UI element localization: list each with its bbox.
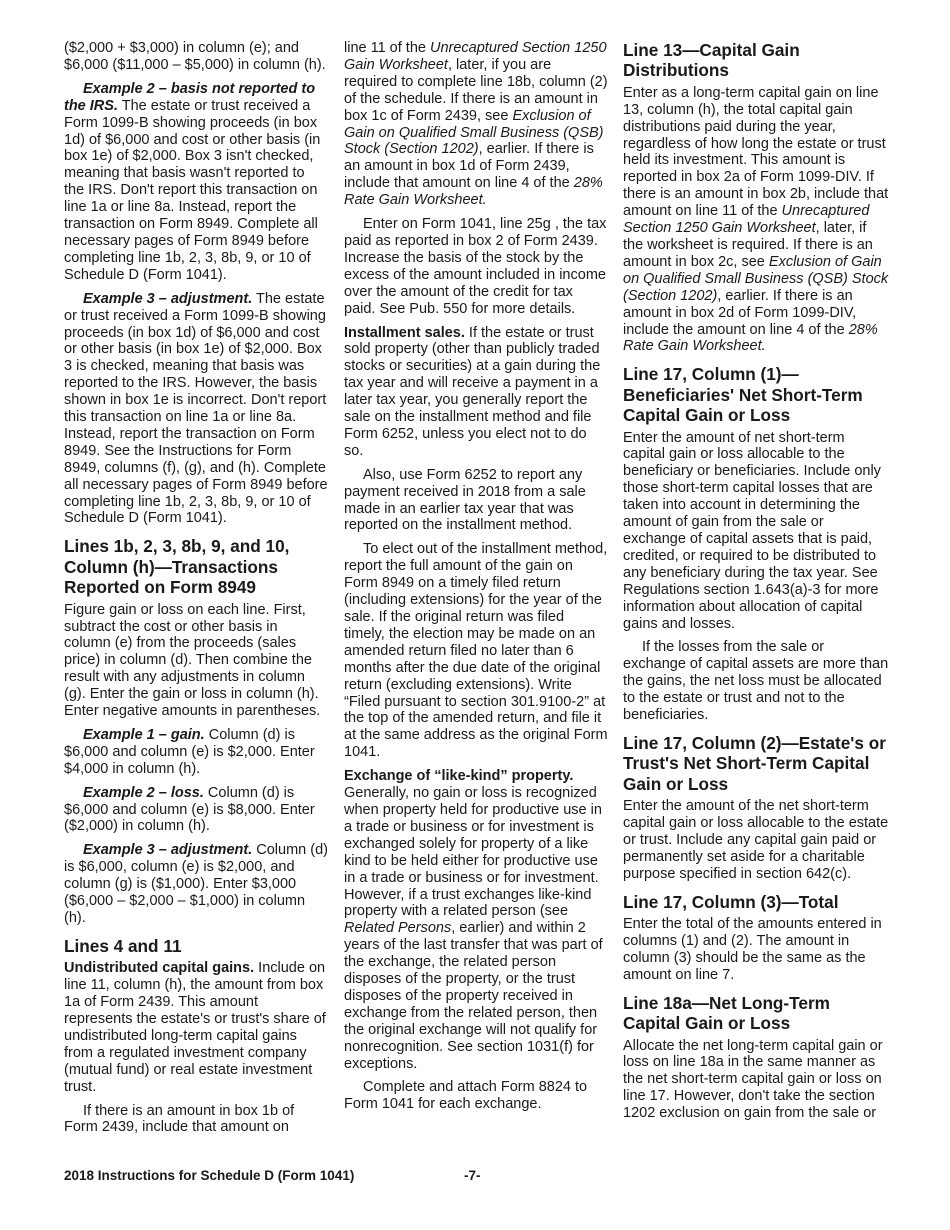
line-17-column-2-paragraph: Enter the amount of the net short-term capital gain or loss allocable to the estate or trust. Include any capital gain paid or permanently set aside for a charitable purpose specified in section 642(c). [623,798,889,882]
example-2-basis-text: The estate or trust received a Form 1099-B showing proceeds (in box 1d) of $6,000 and cost or other basis (in box 1e) of $2,000. Box 3 isn't checked, meaning that basis wasn't reported to the IRS. Don't report this transaction on line 1a or line 8a. Instead, report the transaction on Form 8949. Complete all necessary pages of Form 8949 before completing line 1b, 2, 3, 8b, 9, or 10 of Schedule D (Form 1041). [64,97,321,283]
column-right [623,40,889,1129]
heading-line-13: Line 13—Capital Gain Distributions [623,40,800,81]
example-1-gain-paragraph [64,727,328,778]
like-kind-paragraph [344,768,608,1072]
qsb-exclusion-reference: Exclusion of Gain on Qualified Small Business (QSB) Stock (Section 1202) [623,253,889,304]
example-2-loss-text: Column (d) is $6,000 and column (e) is $8,000. Enter ($2,000) in column (h). [64,784,315,835]
text-run: , earlier) and within 2 years of the last transfer that was part of the exchange, the related person disposes of the property, or the trust disposes of the property received in exchange from the related person, then the original exchange will not qualify for nonrecognition. See section 1031(f) for exceptions. [344,920,603,1072]
related-persons-reference: Related Persons [344,920,452,937]
column-left [64,40,328,1143]
rate-gain-worksheet-reference: 28% Rate Gain Worksheet. [344,175,603,209]
example-1-gain-text: Column (d) is $6,000 and column (e) is $2,000. Enter $4,000 in column (h). [64,726,315,777]
example-2-loss-paragraph [64,785,328,836]
column-middle [344,40,608,1113]
heading-line-17-column-2: Line 17, Column (2)—Estate's or Trust's Net Short-Term Capital Gain or Loss [623,732,886,794]
undistributed-gains-text: Include on line 11, column (h), the amount from box 1a of Form 2439. This amount represents the estate's or trust's share of undistributed long-term capital gains from a regulated investment company (mutual fund) or real estate investment trust. [64,960,326,1095]
rate-gain-worksheet-reference: 28% Rate Gain Worksheet. [623,321,878,355]
form-1041-line-25g-paragraph: Enter on Form 1041, line 25g , the tax paid as reported in box 2 of Form 2439. Increase the basis of the stock by the excess of the amount included in income over the amount of the credit for tax paid. See Pub. 550 for more details. [344,216,607,317]
worksheet-reference: Unrecaptured Section 1250 Gain Worksheet [344,40,607,73]
text-run: , earlier. If there is an amount in box 1d of Form 2439, include that amount on line 4 of the [344,141,594,192]
text-run: , later, if you are required to complete line 18b, column (2) of the schedule. If there is an amount in box 1c of Form 2439, see [344,56,608,124]
box-1b-paragraph: If there is an amount in box 1b of Form 2439, include that amount on [64,1102,295,1136]
example-3-adjustment-b-lead: Example 3 – adjustment. [83,842,253,859]
figure-gain-paragraph: Figure gain or loss on each line. First, subtract the cost or other basis in column (e) from the proceeds (sales price) in column (d). Then combine the result with any adjustments in column (g). Enter the gain or loss in column (h). Enter negative amounts in parentheses. [64,601,321,720]
form-8824-paragraph: Complete and attach Form 8824 to Form 1041 for each exchange. [344,1079,588,1113]
example-1-gain-lead: Example 1 – gain. [83,726,205,743]
like-kind-lead: Exchange of “like-kind” property. [344,768,574,785]
text-run: line 11 of the [344,40,430,56]
text-run: , earlier. If there is an amount in box 2d of Form 1099-DIV, include the amount on line 4 of the [623,287,857,338]
line-13-paragraph [623,85,889,356]
qsb-exclusion-reference: Exclusion of Gain on Qualified Small Business (QSB) Stock (Section 1202) [344,107,604,158]
example-3-adjustment-b-text: Column (d) is $6,000, column (e) is $2,000, and column (g) is ($1,000). Enter $3,000 ($6,000 – $2,000 – $1,000) in column (h). [64,842,328,926]
form-6252-paragraph: Also, use Form 6252 to report any payment received in 2018 from a sale made in an earlier tax year that was reported on the installment method. [344,466,586,534]
example-2-basis-lead: Example 2 – basis not reported to the IRS. [64,80,316,114]
text-run: Enter as a long-term capital gain on line 13, column (h), the total capital gain distributions paid during the year, regardless of how long the estate or trust held its investment. This amount is reported in box 2a of Form 1099-DIV. If there is an amount in box 2b, include that amount on line 11 of the [623,84,889,220]
text-run: Generally, no gain or loss is recognized when property held for productive use in a trade or business or for investment is exchanged solely for property of a like kind to be held either for productive use in a trade or business or for investment. However, if a trust exchanges like-kind property with a related person (see [344,785,602,920]
example-3-adjustment-lead: Example 3 – adjustment. [83,290,253,307]
net-loss-allocation-paragraph: If the losses from the sale or exchange of capital assets are more than the gains, the net loss must be allocated to the estate or trust and not to the beneficiaries. [623,639,889,724]
heading-line-17-column-1: Line 17, Column (1)—Beneficiaries' Net Short-Term Capital Gain or Loss [623,364,863,426]
heading-line-17-column-3: Line 17, Column (3)—Total [623,891,839,912]
paragraph-continued: ($2,000 + $3,000) in column (e); and $6,000 ($11,000 – $5,000) in column (h). [64,40,326,73]
worksheet-reference: Unrecaptured Section 1250 Gain Worksheet [623,203,870,237]
line-11-continued-paragraph [344,40,608,209]
example-2-loss-lead: Example 2 – loss. [83,784,204,801]
elect-out-paragraph: To elect out of the installment method, report the full amount of the gain on Form 8949 on a timely filed return (including extensions) for the year of the sale. If the original return was filed timely, the election may be made on an amended return filed no later than 6 months after the due date of the original return (excluding extensions). Write “Filed pursuant to section 301.9100-2” at the top of the amended return, and file it at the same address as the original Form 1041. [344,541,608,761]
heading-lines-1b-column-h: Lines 1b, 2, 3, 8b, 9, and 10, Column (h)—Transactions Reported on Form 8949 [64,536,290,598]
line-17-column-1-paragraph: Enter the amount of net short-term capital gain or loss allocable to the beneficiary or beneficiaries. Include only those short-term capital losses that are taken into account in determining the amount of gain from the sale or exchange of capital assets that is paid, credited, or required to be distributed to any beneficiary during the tax year. See Regulations section 1.643(a)-3 for more information about allocation of capital gains and losses. [623,429,881,632]
line-17-column-3-paragraph: Enter the total of the amounts entered in columns (1) and (2). The amount in column (3) should be the same as the amount on line 7. [623,916,882,983]
example-3-adjustment-b-paragraph [64,842,328,927]
undistributed-gains-lead: Undistributed capital gains. [64,960,255,977]
example-3-adjustment-text: The estate or trust received a Form 1099-B showing proceeds (in box 1d) of $6,000 and cost or other basis (in box 1e) of $2,000. Box 3 is checked, meaning that basis was reported to the IRS. However, the basis shown in box 1e is incorrect. Don't report this transaction on line 1a or line 8a. Instead, report the transaction on Form 8949. See the Instructions for Form 8949, columns (f), (g), and (h). Complete all necessary pages of Form 8949 before completing line 1b, 2, 3, 8b, 9, or 10 of Schedule D (Form 1041). [64,290,328,527]
page-number: -7- [464,1168,481,1183]
installment-sales-lead: Installment sales. [344,324,465,341]
heading-lines-4-and-11: Lines 4 and 11 [64,935,182,956]
line-18a-paragraph: Allocate the net long-term capital gain or loss on line 18a in the same manner as the net short-term capital gain or loss on line 17. However, don't take the section 1202 exclusion on gain from the sale or [623,1037,883,1122]
text-run: , later, if the worksheet is required. If there is an amount in box 2c, see [623,220,873,270]
undistributed-gains-paragraph [64,960,328,1095]
footer-title: 2018 Instructions for Schedule D (Form 1041) [64,1168,355,1183]
installment-sales-text: If the estate or trust sold property (other than publicly traded stocks or securities) at a gain during the tax year and will receive a payment in a later tax year, you generally report the sale on the installment method and file Form 6252, unless you elect not to do so. [344,324,601,459]
heading-line-18a: Line 18a—Net Long-Term Capital Gain or Loss [623,992,830,1034]
installment-sales-paragraph [344,325,608,460]
example-2-basis-paragraph [64,81,328,284]
example-3-adjustment-paragraph [64,291,328,528]
